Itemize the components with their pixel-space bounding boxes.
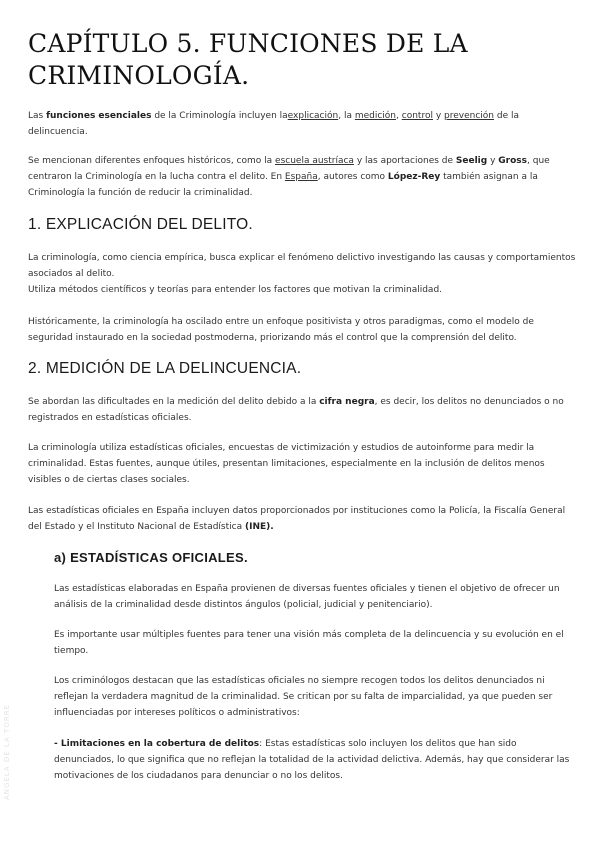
s2-paragraph-3: Las estadísticas oficiales en España incluyen datos proporcionados por instituciones como la Policía, la Fiscalía General del Estado y el Instituto Nacional de Estadística (INE). — [28, 506, 566, 532]
intro-paragraph-2: Se mencionan diferentes enfoques históricos, como la escuela austríaca y las aportaciones de Seelig y Gross, que centraron la Criminología en la lucha contra el delito. En España, autores como López-Rey también asignan a la Criminología la función de reducir la criminalidad. — [28, 156, 550, 198]
s1-paragraph-1: La criminología, como ciencia empírica, busca explicar el fenómeno delictivo investigando las causas y comportamientos asociados al delito. Utiliza métodos científicos y teorías para entender los factores que motivan la criminalidad. — [28, 253, 576, 295]
section-heading-explicacion: 1. EXPLICACIÓN DEL DELITO. — [28, 216, 253, 233]
intro-paragraph-1: Las funciones esenciales de la Criminología incluyen laexplicación, la medición, control y prevención de la delincuencia. — [28, 111, 519, 137]
s2a-paragraph-4: - Limitaciones en la cobertura de delitos: Estas estadísticas solo incluyen los delitos que han sido denunciados, lo que significa que no reflejan la totalidad de la actividad delictiva. Además, hay que considerar las motivaciones de los ciudadanos para denunciar o no los delitos. — [54, 739, 570, 781]
s2a-paragraph-1: Las estadísticas elaboradas en España provienen de diversas fuentes oficiales y tienen el objetivo de ofrecer un análisis de la criminalidad desde distintos ángulos (policial, judicial y penitenciario). — [54, 584, 560, 610]
subsection-heading-estadisticas: a) ESTADÍSTICAS OFICIALES. — [54, 550, 248, 565]
page-title: CAPÍTULO 5. FUNCIONES DE LA CRIMINOLOGÍA. — [28, 29, 468, 90]
s2-paragraph-1: Se abordan las dificultades en la medición del delito debido a la cifra negra, es decir, los delitos no denunciados o no registrados en estadísticas oficiales. — [28, 397, 564, 423]
watermark: ÁNGELA DE LA TORRE — [3, 704, 11, 800]
s1-paragraph-2: Históricamente, la criminología ha oscilado entre un enfoque positivista y otros paradigmas, como el modelo de seguridad instaurado en la sociedad postmoderna, priorizando más el control que la comprensión del delito. — [28, 317, 534, 343]
s2a-paragraph-2: Es importante usar múltiples fuentes para tener una visión más completa de la delincuencia y su evolución en el tiempo. — [54, 630, 564, 656]
s2a-paragraph-3: Los criminólogos destacan que las estadísticas oficiales no siempre recogen todos los delitos denunciados ni reflejan la verdadera magnitud de la criminalidad. Se critican por su falta de imparcialidad, ya que pueden ser influenciadas por intereses políticos o administrativos: — [54, 676, 553, 718]
section-heading-medicion: 2. MEDICIÓN DE LA DELINCUENCIA. — [28, 360, 302, 377]
s2-paragraph-2: La criminología utiliza estadísticas oficiales, encuestas de victimización y estudios de autoinforme para medir la criminalidad. Estas fuentes, aunque útiles, presentan limitaciones, especialmente en la inclusión de delitos menos visibles o de ciertas clases sociales. — [28, 443, 545, 485]
